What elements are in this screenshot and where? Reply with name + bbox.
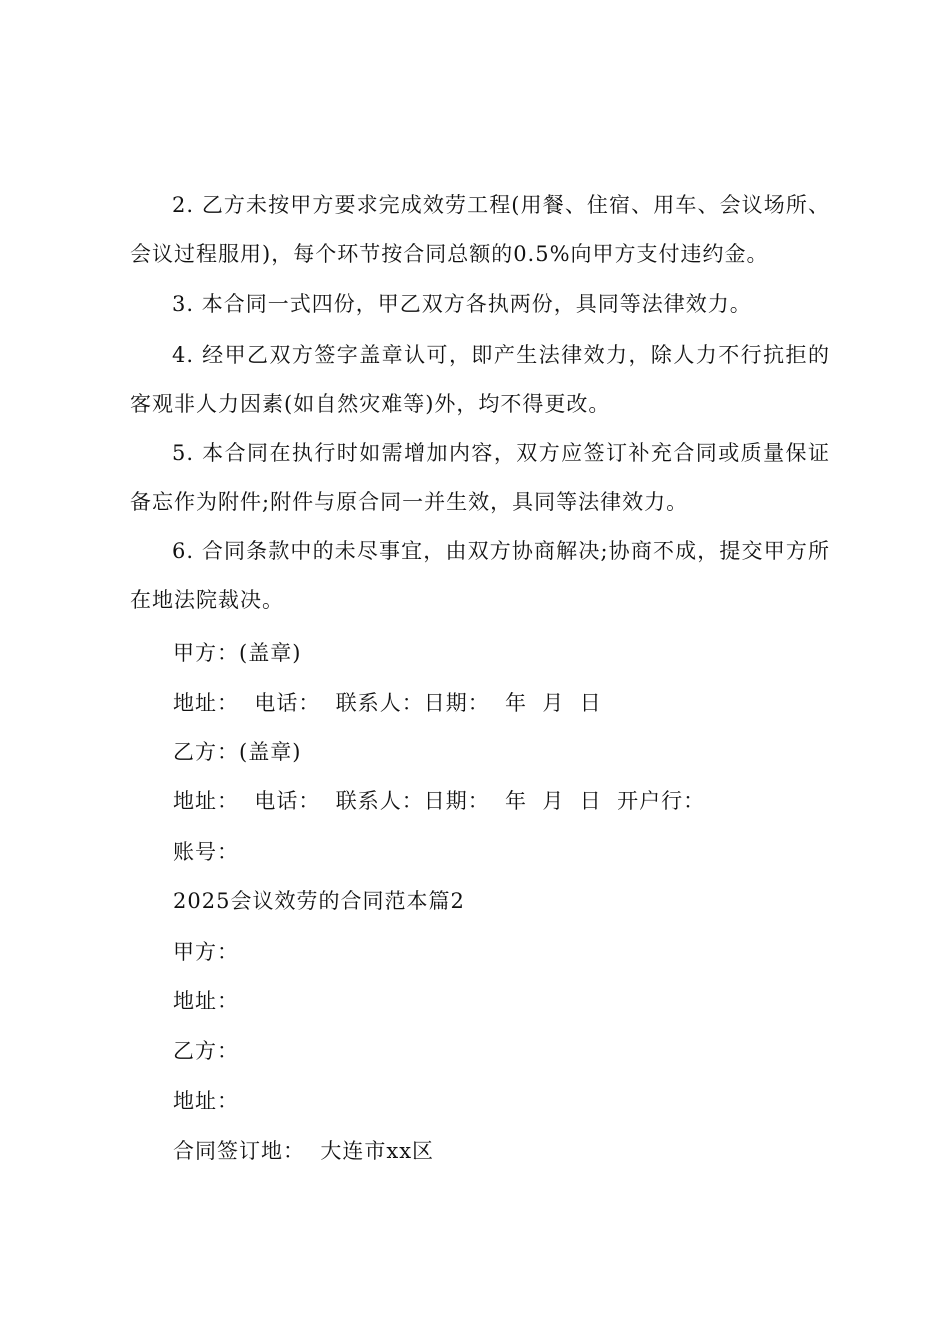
party-b-seal: 乙方：(盖章) <box>173 740 302 764</box>
account-number: 账号： <box>173 840 239 864</box>
clause-3: 3. 本合同一式四份，甲乙双方各执两份，具同等法律效力。 <box>172 292 752 316</box>
contract-sign-place: 合同签订地： 大连市xx区 <box>173 1139 435 1163</box>
clause-2: 2. 乙方未按甲方要求完成效劳工程(用餐、住宿、用车、会议场所、会议过程服用)，每个环节按合同总额的0.5%向甲方支付违约金。 <box>130 193 830 266</box>
section-2-party-b: 乙方： <box>173 1039 239 1063</box>
party-b-info: 地址： 电话： 联系人：日期： 年 月 日 开户行： <box>173 789 706 813</box>
clause-5: 5. 本合同在执行时如需增加内容，双方应签订补充合同或质量保证备忘作为附件;附件与原合同一并生效，具同等法律效力。 <box>130 441 830 514</box>
section-2-party-b-address: 地址： <box>173 1089 239 1113</box>
party-a-seal: 甲方：(盖章) <box>173 641 302 665</box>
party-a-info: 地址： 电话： 联系人：日期： 年 月 日 <box>173 691 602 715</box>
clause-6: 6. 合同条款中的未尽事宜，由双方协商解决;协商不成，提交甲方所在地法院裁决。 <box>130 539 830 612</box>
clause-4: 4. 经甲乙双方签字盖章认可，即产生法律效力，除人力不行抗拒的客观非人力因素(如自然灾难等)外，均不得更改。 <box>130 343 830 416</box>
section-2-title: 2025会议效劳的合同范本篇2 <box>173 889 465 913</box>
section-2-party-a-address: 地址： <box>173 989 239 1013</box>
section-2-party-a: 甲方： <box>173 940 239 964</box>
